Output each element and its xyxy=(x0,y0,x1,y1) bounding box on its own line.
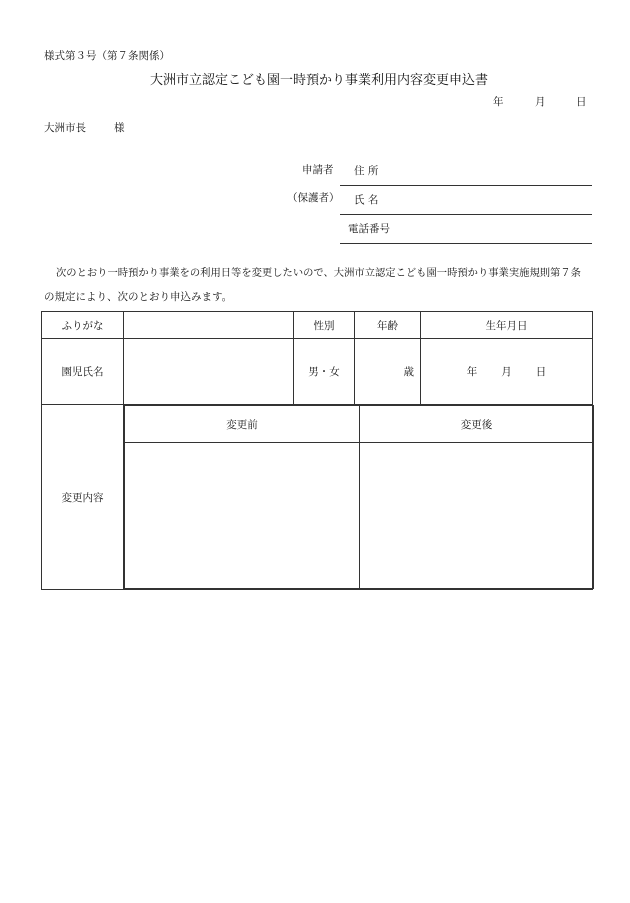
addressee-honorific: 様 xyxy=(114,122,125,134)
furigana-field[interactable] xyxy=(124,312,294,339)
age-unit: 歳 xyxy=(403,366,414,378)
change-body-row xyxy=(125,443,594,589)
name-line xyxy=(340,214,592,215)
change-subtable xyxy=(124,405,594,589)
dob-year: 年 xyxy=(466,366,478,378)
after-field[interactable] xyxy=(360,443,594,589)
date-month: 月 xyxy=(535,96,546,108)
dob-label: 生年月日 xyxy=(421,312,593,339)
furigana-label: ふりがな xyxy=(42,312,124,339)
dob-month: 月 xyxy=(501,366,512,378)
phone-line xyxy=(340,243,592,244)
date-day: 日 xyxy=(576,96,587,108)
table-row xyxy=(42,339,593,405)
document-title: 大洲市立認定こども園一時預かり事業利用内容変更申込書 xyxy=(150,73,489,88)
applicant-sublabel: （保護者） xyxy=(287,192,340,204)
phone-label: 電話番号 xyxy=(348,223,390,235)
before-field[interactable] xyxy=(125,443,360,589)
change-header-row xyxy=(125,406,594,443)
table-row xyxy=(42,312,593,339)
table-row xyxy=(42,405,593,590)
age-field[interactable] xyxy=(355,339,421,405)
child-name-label: 園児氏名 xyxy=(42,339,124,405)
child-name-field[interactable] xyxy=(124,339,294,405)
change-label: 変更内容 xyxy=(42,405,124,590)
before-label: 変更前 xyxy=(125,406,360,443)
dob-field[interactable] xyxy=(421,339,593,405)
applicant-label: 申請者 xyxy=(302,164,334,176)
body-line-1: 次のとおり一時預かり事業をの利用日等を変更したいので、大洲市立認定こども園一時預かり事業実施規則第７条 xyxy=(56,267,581,279)
sex-value[interactable]: 男・女 xyxy=(294,339,355,405)
body-line-2: の規定により、次のとおり申込みます。 xyxy=(44,291,233,303)
date-year: 年 xyxy=(493,96,504,108)
age-label: 年齢 xyxy=(355,312,421,339)
after-label: 変更後 xyxy=(360,406,594,443)
dob-values xyxy=(421,364,592,379)
address-label: 住 所 xyxy=(354,165,379,177)
change-content-cell xyxy=(124,405,593,590)
name-label: 氏 名 xyxy=(354,194,379,206)
addressee-name: 大洲市長 xyxy=(44,122,86,134)
dob-day: 日 xyxy=(535,366,547,378)
address-line xyxy=(340,185,592,186)
form-number: 様式第３号（第７条関係） xyxy=(44,50,170,62)
sex-label: 性別 xyxy=(294,312,355,339)
application-table xyxy=(41,311,593,590)
